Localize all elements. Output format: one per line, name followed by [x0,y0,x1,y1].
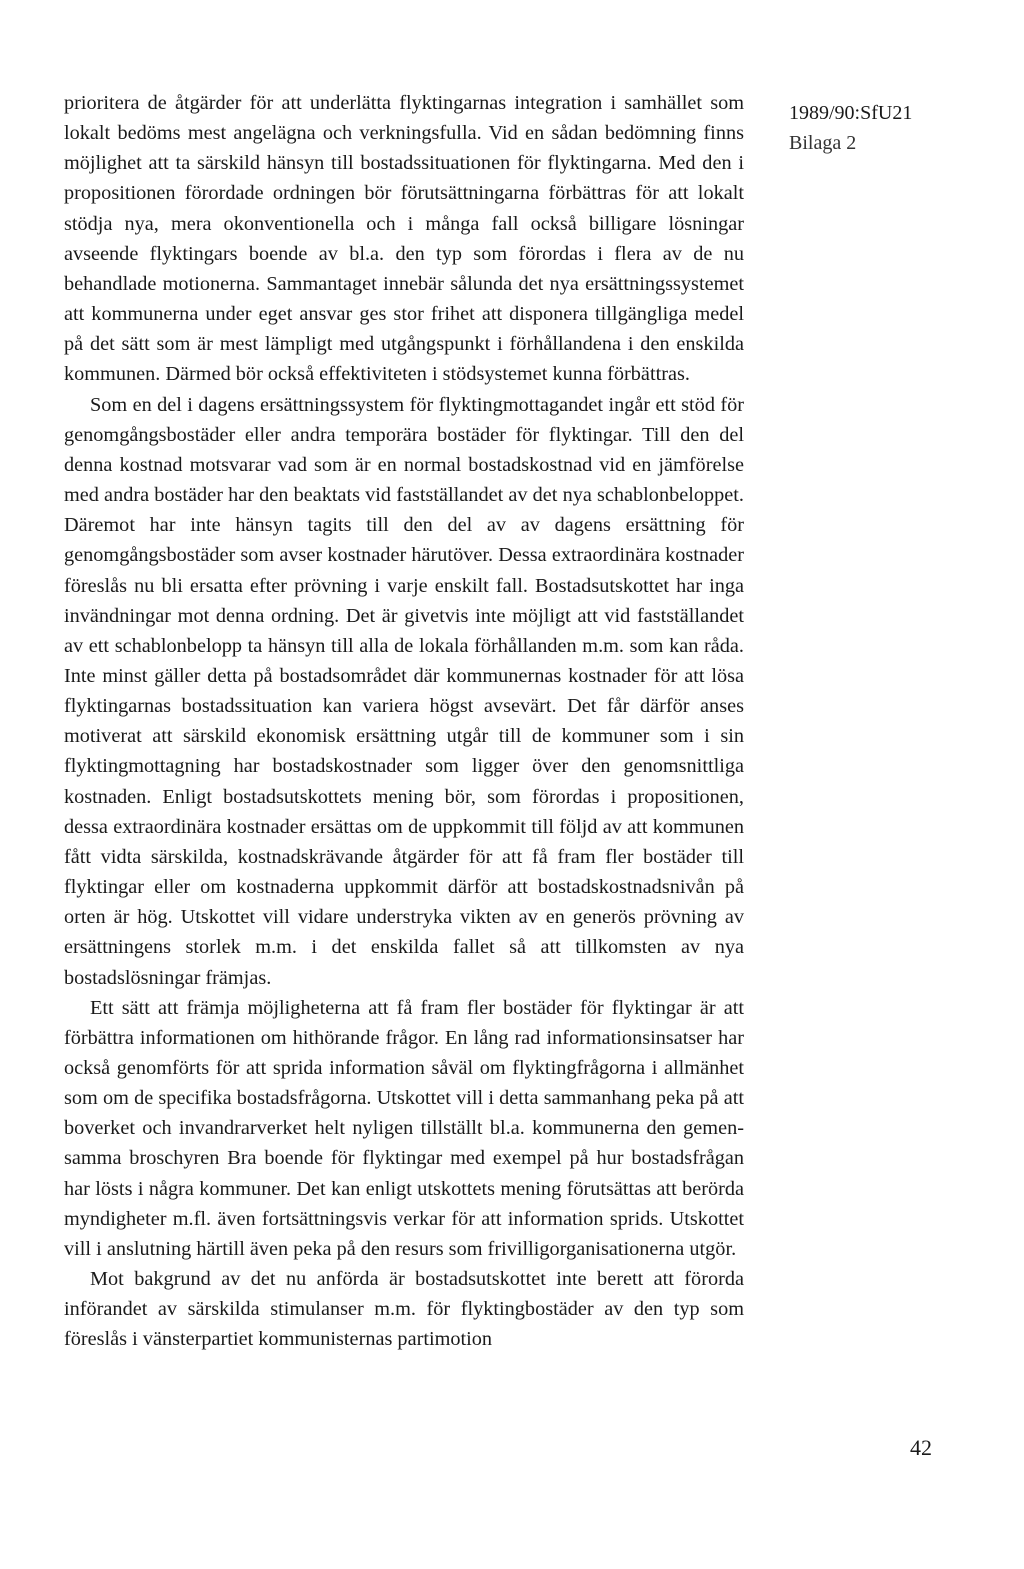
paragraph-refugee-housing-compensation: Som en del i dagens ersättningssystem för flyktingmottagandet ingår ett stöd för genomgångsbostäder eller andra temporära bostäder för flyktingar. Till den del denna kostnad motsvarar vad som är en normal bostadskostnad vid en jämförelse med andra bostäder har den beaktats vid fastställandet av det nya schablonbeloppet. Däremot har inte hänsyn tagits till den del av av dagens ersättning för genomgångsbostäder som avser kostnader härutöver. Dessa extraordinära kostnader föreslås nu bli ersatta efter prövning i varje enskilt fall. Bostadsutskottet har inga invändningar mot denna ordning. Det är givetvis inte möjligt att vid fastställandet av ett schablonbelopp ta hänsyn till alla de lokala förhållanden m.m. som kan råda. Inte minst gäller detta på bostadsområdet där kommunernas kostnader för att lösa flyktingarnas bostadssituation kan variera högst avsevärt. Det får därför anses motiverat att särskild ekonomisk ersättning utgår till de kommuner som i sin flyktingmottagning har bostadskostnader som ligger över den genomsnittliga kostnaden. Enligt bostadsutskottets mening bör, som förordas i propositionen, dessa extraordinära kostnader ersättas om de uppkommit till följd av att kommunen fått vidta särskilda, kostnadskrävande åtgärder för att få fram fler bostäder till flyktingar eller om kostnaderna uppkommit därför att bostadskostnadsnivån på orten är hög. Utskottet vill vidare understryka vikten av en generös prövning av ersättningens storlek m.m. i det enskilda fallet så att tillkomsten av nya bostadslösningar främjas. [64,393,744,989]
paragraph-conclusion: Mot bakgrund av det nu anförda är bostadsutskottet inte berett att förorda införandet av särskilda stimulanser m.m. för flyktingbostäder av den typ som föreslås i vänsterpartiet kommunisternas partimotion [64,1268,744,1351]
paragraph-information-efforts: Ett sätt att främja möjligheterna att få fram fler bostäder för flyktingar är att förbättra informationen om hithörande frågor. En lång rad informationsinsatser har också genomförts för att sprida information såväl om flyktingfrågorna i allmänhet som om de specifika bostadsfrågorna. Utskottet vill i detta sammanhang peka på att boverket och invandrarverket helt nyligen tillställt bl.a. kommunerna den gemensamma broschyren Bra boende för flyktingar med exempel på hur bostadsfrågan har lösts i några kommuner. Det kan enligt utskottets mening förutsättas att berörda myndigheter m.fl. även fortsättningsvis verkar för att information sprids. Utskottet vill i anslutning härtill även peka på den resurs som frivilligorganisationerna utgör. [64,996,744,1260]
attachment-label: Bilaga 2 [789,132,857,154]
page-number: 42 [910,1435,932,1460]
document-number: 1989/90:SfU21 [789,102,913,124]
document-reference [789,98,912,158]
body-text [64,88,744,1355]
paragraph-continuation: prioritera de åtgärder för att underlätta flyktingarnas integration i samhället som lokalt bedöms mest angelägna och verkningsfulla. Vid en sådan bedömning finns möjlighet att ta särskild hänsyn till bostadssituationen för flyktingarna. Med den i propositionen förordade ordningen bör förutsättningarna förbättras för att lokalt stödja nya, mera okonventionella och i många fall också billigare lösningar avseende flyktingars boende av bl.a. den typ som förordas i flera av de nu behandlade motionerna. Sammantaget innebär sålunda det nya ersättningssystemet att kommunerna under eget ansvar ges stor frihet att disponera tillgängliga medel på det sätt som är mest lämpligt med utgångspunkt i förhållandena i den enskilda kommunen. Därmed bör också effektiviteten i stödsystemet kunna förbättras. [64,92,744,386]
